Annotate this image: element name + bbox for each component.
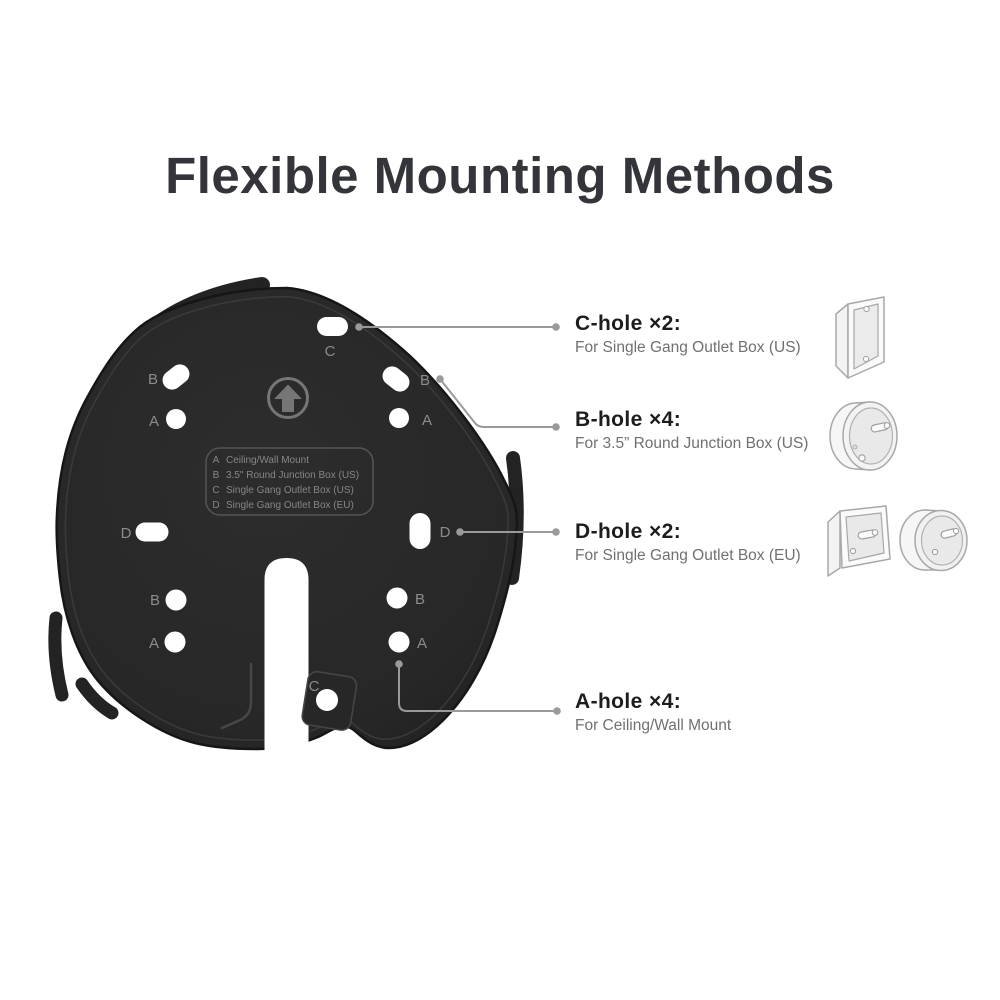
hole-d-left	[136, 523, 169, 542]
annotation-b-title: B-hole ×4:	[575, 408, 682, 431]
legend-text-b: 3.5" Round Junction Box (US)	[226, 470, 360, 481]
annotation-d-title: D-hole ×2:	[575, 520, 682, 543]
legend-key-a: A	[212, 455, 220, 466]
annotation-d-subtitle: For Single Gang Outlet Box (EU)	[575, 547, 801, 565]
hole-label-a-upper-right: A	[421, 412, 433, 429]
annotation-b-subtitle: For 3.5” Round Junction Box (US)	[575, 435, 809, 453]
annotation-a-title: A-hole ×4:	[575, 690, 682, 713]
annotation-c-title: C-hole ×2:	[575, 312, 682, 335]
annotation-a-subtitle: For Ceiling/Wall Mount	[575, 717, 732, 735]
hole-label-a-lower-right: A	[416, 635, 428, 652]
single-gang-outlet-box-eu-square-illustration	[828, 506, 890, 576]
legend-key-d: D	[212, 500, 220, 511]
bottom-notch	[265, 558, 309, 756]
hole-label-b-upper-left: B	[147, 371, 159, 388]
hole-label-b-lower-right: B	[414, 591, 426, 608]
annotation-c-subtitle: For Single Gang Outlet Box (US)	[575, 339, 801, 357]
hole-label-c-bottom: C	[308, 678, 320, 695]
single-gang-outlet-box-us-illustration	[836, 297, 884, 378]
legend-text-a: Ceiling/Wall Mount	[226, 455, 309, 466]
hole-label-b-upper-right: B	[419, 372, 431, 389]
hole-a-upper-right	[389, 408, 409, 428]
hole-d-right	[410, 513, 431, 549]
hole-label-a-lower-left: A	[148, 635, 160, 652]
bottom-c-tab	[301, 670, 358, 731]
page-title: Flexible Mounting Methods	[165, 147, 835, 205]
hole-label-a-upper-left: A	[148, 413, 160, 430]
hole-a-lower-left	[165, 632, 186, 653]
round-junction-box-us-illustration	[830, 402, 897, 470]
hole-label-d-right: D	[439, 524, 451, 541]
annotation-a-hole	[575, 690, 731, 736]
hole-label-c-top: C	[324, 343, 336, 360]
annotation-d-hole	[575, 520, 801, 566]
annotation-c-hole	[575, 312, 801, 358]
annotation-b-hole	[575, 408, 808, 454]
legend-key-c: C	[212, 485, 220, 496]
hole-a-upper-left	[166, 409, 186, 429]
hole-a-lower-right	[389, 632, 410, 653]
legend-text-d: Single Gang Outlet Box (EU)	[226, 500, 354, 511]
hole-label-b-lower-left: B	[149, 592, 161, 609]
single-gang-outlet-box-eu-round-illustration	[900, 510, 967, 571]
legend-key-b: B	[212, 470, 220, 481]
hole-b-lower-left	[166, 590, 187, 611]
hole-label-d-left: D	[120, 525, 132, 542]
hole-c-top	[317, 317, 348, 336]
hole-b-lower-right	[387, 588, 408, 609]
legend-text-c: Single Gang Outlet Box (US)	[226, 485, 354, 496]
